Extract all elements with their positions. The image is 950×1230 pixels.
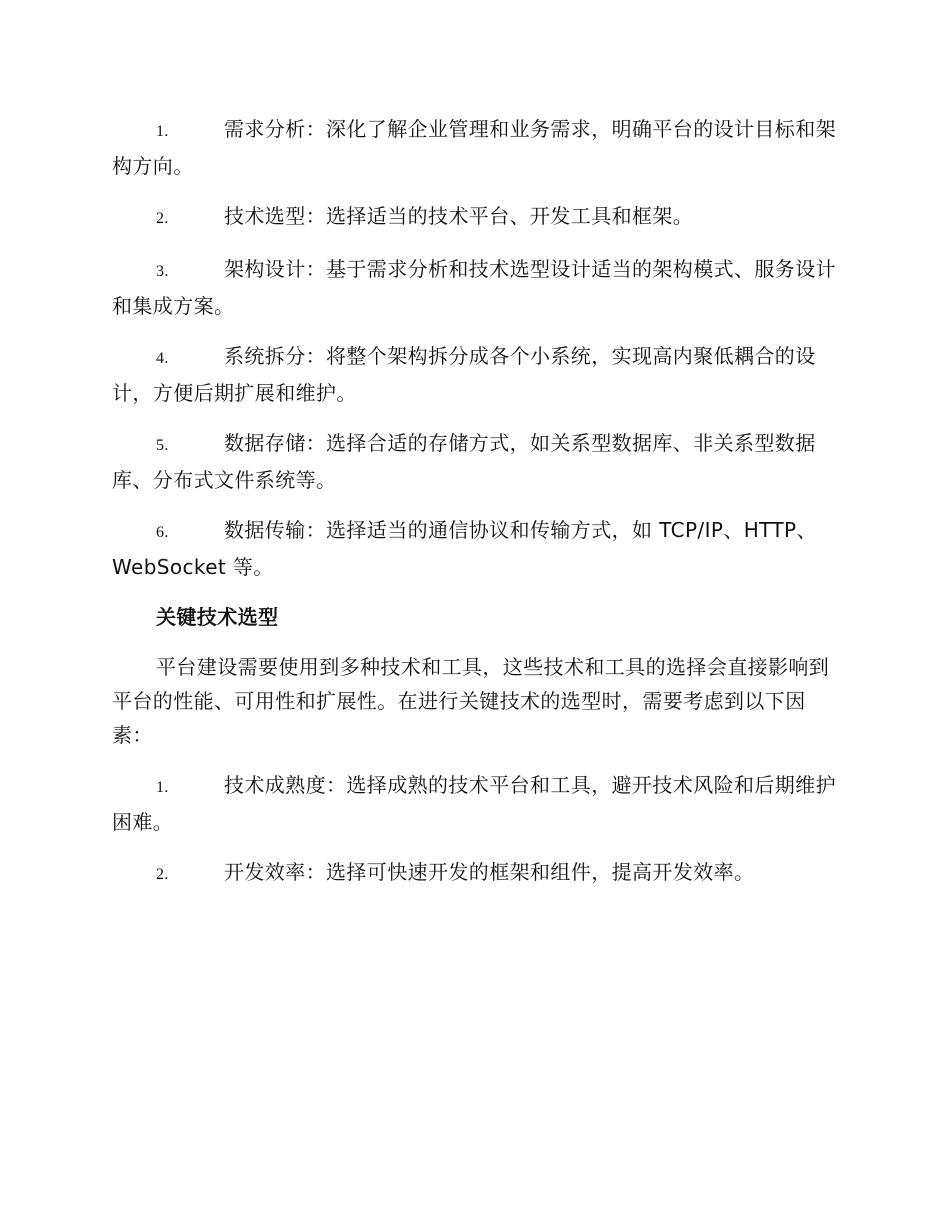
list-item — [112, 513, 838, 584]
list-text: 技术成熟度：选择成熟的技术平台和工具，避开技术风险和后期维护困难。 — [112, 773, 836, 834]
section-heading: 关键技术选型 — [156, 605, 279, 629]
document-content — [112, 112, 838, 908]
list-item — [112, 855, 838, 892]
list-item — [112, 426, 838, 497]
list-text: 数据存储：选择合适的存储方式，如关系型数据库、非关系型数据库、分布式文件系统等。 — [112, 431, 816, 492]
section-paragraph: 平台建设需要使用到多种技术和工具，这些技术和工具的选择会直接影响到平台的性能、可用性和扩展性。在进行关键技术的选型时，需要考虑到以下因素： — [112, 655, 830, 747]
list-item — [112, 112, 838, 183]
list-number: 2. — [156, 210, 169, 227]
list-item — [112, 768, 838, 839]
list-number: 1. — [156, 123, 169, 140]
list-text: 开发效率：选择可快速开发的框架和组件，提高开发效率。 — [224, 860, 755, 884]
list-item — [112, 199, 838, 236]
list-number: 1. — [156, 779, 169, 796]
list-item — [112, 252, 838, 323]
list-number: 5. — [156, 437, 169, 454]
list-number: 6. — [156, 524, 169, 541]
list-number: 4. — [156, 350, 169, 367]
list-number: 2. — [156, 866, 169, 883]
list-text: 系统拆分：将整个架构拆分成各个小系统，实现高内聚低耦合的设计，方便后期扩展和维护。 — [112, 344, 816, 405]
list-number: 3. — [156, 263, 169, 280]
list-text: 技术选型：选择适当的技术平台、开发工具和框架。 — [224, 204, 694, 228]
list-text: 数据传输：选择适当的通信协议和传输方式，如 TCP/IP、HTTP、WebSocket 等。 — [112, 518, 817, 579]
list-item — [112, 339, 838, 410]
list-text: 需求分析：深化了解企业管理和业务需求，明确平台的设计目标和架构方向。 — [112, 117, 836, 178]
list-text: 架构设计：基于需求分析和技术选型设计适当的架构模式、服务设计和集成方案。 — [112, 257, 836, 318]
